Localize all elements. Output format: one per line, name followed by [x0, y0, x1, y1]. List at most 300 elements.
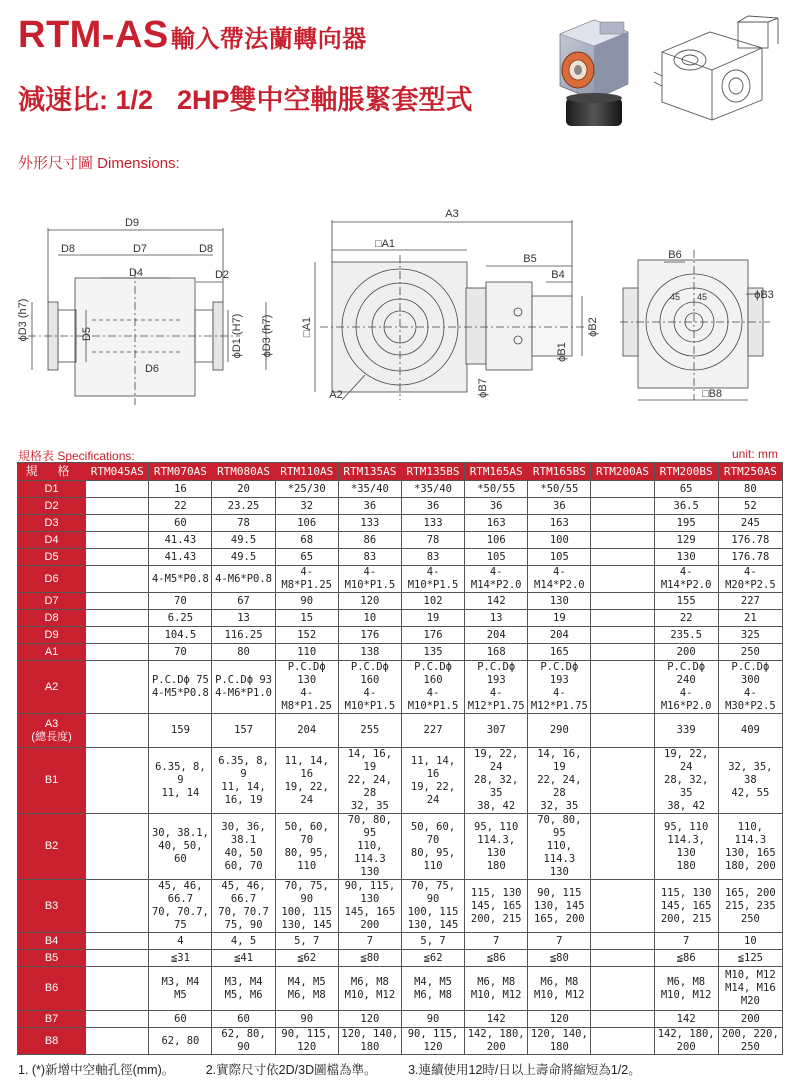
- table-cell: 4-M8*P1.25: [275, 566, 338, 593]
- table-cell: 4-M6*P0.8: [212, 566, 275, 593]
- table-cell: 7: [654, 933, 718, 950]
- note-3: 3.連續使用12時/日以上壽命將縮短為1/2。: [408, 1063, 641, 1077]
- table-cell: 130: [528, 593, 591, 610]
- table-cell: [86, 593, 149, 610]
- table-row: [18, 627, 783, 644]
- table-cell: *50/55: [465, 481, 528, 498]
- table-cell: P.C.Dϕ 193 4-M12*P1.75: [528, 661, 591, 714]
- table-cell: [591, 714, 654, 748]
- table-cell: ≦86: [465, 950, 528, 967]
- table-cell: 13: [212, 610, 275, 627]
- table-cell: 95, 110 114.3, 130 180: [465, 814, 528, 880]
- table-row: [18, 1028, 783, 1055]
- row-label: D7: [18, 593, 86, 610]
- table-cell: [591, 814, 654, 880]
- table-cell: ≦125: [718, 950, 782, 967]
- table-cell: 250: [718, 644, 782, 661]
- table-cell: 6.35, 8, 9 11, 14, 16, 19: [212, 748, 275, 814]
- table-row: [18, 549, 783, 566]
- table-cell: M6, M8 M10, M12: [528, 967, 591, 1011]
- table-cell: 21: [718, 610, 782, 627]
- table-cell: 90: [401, 1011, 464, 1028]
- model-description: 輸入帶法蘭轉向器: [170, 26, 367, 53]
- model-header: RTM165AS: [465, 463, 528, 481]
- table-cell: 138: [338, 644, 401, 661]
- row-label: B6: [18, 967, 86, 1011]
- table-row: [18, 498, 783, 515]
- table-cell: *25/30: [275, 481, 338, 498]
- table-cell: 90, 115, 120: [275, 1028, 338, 1055]
- table-cell: [86, 880, 149, 933]
- label-angle-2: 45: [696, 292, 708, 302]
- label-d4: D4: [128, 267, 144, 279]
- table-cell: 70: [149, 644, 212, 661]
- table-cell: [86, 714, 149, 748]
- header-label: 規 格: [18, 463, 86, 481]
- table-cell: [591, 1011, 654, 1028]
- table-row: [18, 714, 783, 748]
- table-cell: 120, 140, 180: [338, 1028, 401, 1055]
- table-cell: 41.43: [149, 532, 212, 549]
- label-b4: B4: [551, 269, 565, 281]
- table-cell: 19: [528, 610, 591, 627]
- table-cell: M6, M8 M10, M12: [654, 967, 718, 1011]
- product-line-sketch: [650, 14, 790, 132]
- table-cell: P.C.Dϕ 300 4-M30*P2.5: [718, 661, 782, 714]
- table-cell: 255: [338, 714, 401, 748]
- table-cell: ≦80: [338, 950, 401, 967]
- table-cell: 6.25: [149, 610, 212, 627]
- table-row: [18, 748, 783, 814]
- table-cell: 152: [275, 627, 338, 644]
- table-cell: ≦62: [401, 950, 464, 967]
- table-cell: [591, 880, 654, 933]
- table-cell: 19: [401, 610, 464, 627]
- table-cell: 116.25: [212, 627, 275, 644]
- table-cell: 30, 38.1, 40, 50, 60: [149, 814, 212, 880]
- specifications-table: [17, 462, 783, 1055]
- table-cell: 78: [212, 515, 275, 532]
- table-cell: 159: [149, 714, 212, 748]
- table-cell: 49.5: [212, 549, 275, 566]
- table-cell: 168: [465, 644, 528, 661]
- table-cell: [591, 967, 654, 1011]
- row-label: D6: [18, 566, 86, 593]
- row-label: B7: [18, 1011, 86, 1028]
- table-cell: 120: [528, 1011, 591, 1028]
- table-cell: [86, 532, 149, 549]
- table-cell: [591, 1028, 654, 1055]
- row-label: A3 (總長度): [18, 714, 86, 748]
- model-header: RTM200BS: [654, 463, 718, 481]
- table-cell: 20: [212, 481, 275, 498]
- table-cell: 130: [654, 549, 718, 566]
- table-cell: 133: [401, 515, 464, 532]
- table-cell: 16: [149, 481, 212, 498]
- table-cell: 45, 46, 66.7 70, 70.7, 75: [149, 880, 212, 933]
- type-description: 2HP雙中空軸脹緊套型式: [177, 85, 473, 115]
- table-cell: 36.5: [654, 498, 718, 515]
- table-cell: *35/40: [401, 481, 464, 498]
- dimension-drawings: [17, 200, 780, 415]
- table-cell: 142, 180, 200: [654, 1028, 718, 1055]
- table-cell: 15: [275, 610, 338, 627]
- table-cell: 60: [149, 515, 212, 532]
- table-cell: 4, 5: [212, 933, 275, 950]
- label-b6: B6: [668, 249, 682, 261]
- table-cell: 86: [338, 532, 401, 549]
- model-header: RTM045AS: [86, 463, 149, 481]
- label-b1: ϕB1: [556, 342, 568, 362]
- product-title: [18, 14, 367, 57]
- table-cell: [591, 610, 654, 627]
- table-cell: [86, 610, 149, 627]
- table-cell: 4-M14*P2.0: [528, 566, 591, 593]
- table-cell: 70, 75, 90 100, 115 130, 145: [401, 880, 464, 933]
- table-cell: 176.78: [718, 532, 782, 549]
- table-cell: 133: [338, 515, 401, 532]
- row-label: D1: [18, 481, 86, 498]
- table-cell: *50/55: [528, 481, 591, 498]
- table-cell: 19, 22, 24 28, 32, 35 38, 42: [654, 748, 718, 814]
- table-cell: 5, 7: [401, 933, 464, 950]
- table-cell: 7: [528, 933, 591, 950]
- table-cell: 10: [338, 610, 401, 627]
- table-cell: 83: [401, 549, 464, 566]
- table-cell: 14, 16, 19 22, 24, 28 32, 35: [528, 748, 591, 814]
- table-cell: [591, 498, 654, 515]
- table-cell: 14, 16, 19 22, 24, 28 32, 35: [338, 748, 401, 814]
- table-cell: 90, 115, 130 145, 165 200: [338, 880, 401, 933]
- table-cell: 32: [275, 498, 338, 515]
- row-label: B4: [18, 933, 86, 950]
- table-cell: 227: [401, 714, 464, 748]
- table-row: [18, 661, 783, 714]
- table-cell: 5, 7: [275, 933, 338, 950]
- table-cell: [591, 933, 654, 950]
- table-cell: [86, 661, 149, 714]
- table-cell: 36: [465, 498, 528, 515]
- row-label: D9: [18, 627, 86, 644]
- table-cell: 104.5: [149, 627, 212, 644]
- table-cell: [591, 481, 654, 498]
- model-name: RTM-AS: [18, 14, 169, 56]
- table-cell: 4-M10*P1.5: [338, 566, 401, 593]
- table-cell: [591, 532, 654, 549]
- table-cell: 4-M5*P0.8: [149, 566, 212, 593]
- table-cell: [591, 644, 654, 661]
- table-cell: 10: [718, 933, 782, 950]
- table-cell: 22: [654, 610, 718, 627]
- table-cell: 155: [654, 593, 718, 610]
- table-cell: [86, 1028, 149, 1055]
- table-cell: 22: [149, 498, 212, 515]
- row-label: D5: [18, 549, 86, 566]
- table-cell: [86, 1011, 149, 1028]
- table-cell: 13: [465, 610, 528, 627]
- row-label: D2: [18, 498, 86, 515]
- table-cell: 176.78: [718, 549, 782, 566]
- model-header: RTM110AS: [275, 463, 338, 481]
- table-cell: 80: [212, 644, 275, 661]
- table-cell: 102: [401, 593, 464, 610]
- table-cell: [591, 627, 654, 644]
- product-subtitle: [18, 78, 473, 117]
- table-cell: 339: [654, 714, 718, 748]
- table-cell: 67: [212, 593, 275, 610]
- model-header: RTM165BS: [528, 463, 591, 481]
- model-header: RTM200AS: [591, 463, 654, 481]
- table-cell: 80: [718, 481, 782, 498]
- table-cell: [591, 515, 654, 532]
- table-cell: [86, 814, 149, 880]
- label-d8-right: D8: [198, 243, 214, 255]
- specifications-heading: 規格表 Specifications:: [18, 449, 135, 463]
- row-label: B3: [18, 880, 86, 933]
- table-cell: 70, 80, 95 110, 114.3 130: [528, 814, 591, 880]
- table-cell: 19, 22, 24 28, 32, 35 38, 42: [465, 748, 528, 814]
- table-cell: 100: [528, 532, 591, 549]
- model-header: RTM250AS: [718, 463, 782, 481]
- table-cell: 105: [528, 549, 591, 566]
- table-row: [18, 610, 783, 627]
- table-cell: 4-M14*P2.0: [465, 566, 528, 593]
- label-b5: B5: [523, 253, 537, 265]
- label-b2: ϕB2: [587, 317, 599, 337]
- label-angle-1: 45: [669, 292, 681, 302]
- label-d6: D6: [144, 363, 160, 375]
- table-cell: 325: [718, 627, 782, 644]
- label-d5: D5: [81, 326, 93, 342]
- table-cell: M3, M4 M5, M6: [212, 967, 275, 1011]
- table-cell: 200: [654, 644, 718, 661]
- table-cell: 106: [275, 515, 338, 532]
- label-d3-right: ϕD3 (h7): [261, 314, 273, 358]
- table-cell: 49.5: [212, 532, 275, 549]
- table-row: [18, 566, 783, 593]
- table-cell: 68: [275, 532, 338, 549]
- table-cell: 165, 200 215, 235 250: [718, 880, 782, 933]
- table-cell: [591, 593, 654, 610]
- table-cell: 245: [718, 515, 782, 532]
- table-cell: 36: [401, 498, 464, 515]
- table-cell: 4-M14*P2.0: [654, 566, 718, 593]
- table-cell: 204: [465, 627, 528, 644]
- table-cell: 78: [401, 532, 464, 549]
- row-label: B5: [18, 950, 86, 967]
- table-cell: 176: [401, 627, 464, 644]
- row-label: D8: [18, 610, 86, 627]
- table-cell: 409: [718, 714, 782, 748]
- table-cell: 204: [528, 627, 591, 644]
- table-cell: 204: [275, 714, 338, 748]
- table-cell: 70: [149, 593, 212, 610]
- model-header: RTM135AS: [338, 463, 401, 481]
- table-row: [18, 515, 783, 532]
- row-label: B8: [18, 1028, 86, 1055]
- table-cell: ≦41: [212, 950, 275, 967]
- table-cell: 115, 130 145, 165 200, 215: [465, 880, 528, 933]
- table-cell: 106: [465, 532, 528, 549]
- table-row: [18, 967, 783, 1011]
- dimensions-heading: 外形尺寸圖 Dimensions:: [18, 155, 180, 172]
- table-cell: 115, 130 145, 165 200, 215: [654, 880, 718, 933]
- label-d9: D9: [124, 217, 140, 229]
- table-cell: M10, M12 M14, M16 M20: [718, 967, 782, 1011]
- table-cell: 120: [338, 1011, 401, 1028]
- table-cell: 4-M10*P1.5: [401, 566, 464, 593]
- note-2: 2.實際尺寸依2D/3D圖檔為準。: [205, 1063, 377, 1077]
- table-cell: [591, 748, 654, 814]
- table-cell: M4, M5 M6, M8: [401, 967, 464, 1011]
- table-row: [18, 593, 783, 610]
- product-photo: [548, 12, 638, 134]
- model-header: RTM135BS: [401, 463, 464, 481]
- table-row: [18, 814, 783, 880]
- table-cell: 7: [338, 933, 401, 950]
- table-cell: 142: [654, 1011, 718, 1028]
- table-row: [18, 481, 783, 498]
- table-cell: 6.35, 8, 9 11, 14: [149, 748, 212, 814]
- table-cell: 36: [338, 498, 401, 515]
- label-d2: D2: [214, 269, 230, 281]
- right-side-view: [620, 250, 770, 400]
- table-cell: 23.25: [212, 498, 275, 515]
- label-d7: D7: [132, 243, 148, 255]
- footnotes: [18, 1060, 669, 1078]
- table-row: [18, 933, 783, 950]
- table-cell: 70, 75, 90 100, 115 130, 145: [275, 880, 338, 933]
- table-cell: 50, 60, 70 80, 95, 110: [401, 814, 464, 880]
- model-header: RTM080AS: [212, 463, 275, 481]
- table-row: [18, 880, 783, 933]
- table-cell: 11, 14, 16 19, 22, 24: [275, 748, 338, 814]
- table-cell: 105: [465, 549, 528, 566]
- table-cell: [86, 967, 149, 1011]
- table-cell: 176: [338, 627, 401, 644]
- table-row: [18, 1011, 783, 1028]
- table-cell: 65: [275, 549, 338, 566]
- table-cell: 90, 115 130, 145 165, 200: [528, 880, 591, 933]
- table-cell: 120, 140, 180: [528, 1028, 591, 1055]
- table-cell: [86, 498, 149, 515]
- table-header-row: [18, 463, 783, 481]
- table-cell: [86, 627, 149, 644]
- row-label: D3: [18, 515, 86, 532]
- unit-label: unit: mm: [731, 447, 778, 461]
- table-cell: *35/40: [338, 481, 401, 498]
- table-cell: [591, 661, 654, 714]
- table-cell: ≦62: [275, 950, 338, 967]
- table-cell: 142: [465, 593, 528, 610]
- row-label: D4: [18, 532, 86, 549]
- table-cell: ≦80: [528, 950, 591, 967]
- table-cell: P.C.Dϕ 93 4-M6*P1.0: [212, 661, 275, 714]
- label-b7: ϕB7: [477, 378, 489, 398]
- table-cell: M4, M5 M6, M8: [275, 967, 338, 1011]
- label-d3-left: ϕD3 (h7): [17, 298, 29, 342]
- table-cell: P.C.Dϕ 160 4-M10*P1.5: [338, 661, 401, 714]
- table-cell: 83: [338, 549, 401, 566]
- table-cell: [591, 950, 654, 967]
- table-cell: 307: [465, 714, 528, 748]
- table-cell: ≦86: [654, 950, 718, 967]
- model-header: RTM070AS: [149, 463, 212, 481]
- table-cell: 90, 115, 120: [401, 1028, 464, 1055]
- row-label: B2: [18, 814, 86, 880]
- label-a3: A3: [445, 208, 459, 220]
- table-cell: 65: [654, 481, 718, 498]
- label-a1-side: □A1: [301, 316, 313, 338]
- table-cell: [86, 644, 149, 661]
- table-cell: 120: [338, 593, 401, 610]
- table-cell: 235.5: [654, 627, 718, 644]
- table-cell: P.C.Dϕ 130 4-M8*P1.25: [275, 661, 338, 714]
- table-cell: [591, 566, 654, 593]
- table-cell: [86, 549, 149, 566]
- table-cell: P.C.Dϕ 75 4-M5*P0.8: [149, 661, 212, 714]
- table-cell: M6, M8 M10, M12: [338, 967, 401, 1011]
- table-cell: [591, 549, 654, 566]
- table-row: [18, 644, 783, 661]
- table-cell: 70, 80, 95 110, 114.3 130: [338, 814, 401, 880]
- note-1: 1. (*)新增中空軸孔徑(mm)。: [18, 1063, 175, 1077]
- table-cell: 4-M20*P2.5: [718, 566, 782, 593]
- table-cell: P.C.Dϕ 160 4-M10*P1.5: [401, 661, 464, 714]
- table-cell: 110: [275, 644, 338, 661]
- row-label: A2: [18, 661, 86, 714]
- label-a1-top: □A1: [374, 238, 396, 250]
- table-cell: 227: [718, 593, 782, 610]
- table-cell: [86, 515, 149, 532]
- table-cell: 90: [275, 593, 338, 610]
- table-cell: 165: [528, 644, 591, 661]
- table-cell: 90: [275, 1011, 338, 1028]
- label-a2: A2: [329, 389, 343, 401]
- table-cell: 36: [528, 498, 591, 515]
- table-cell: 50, 60, 70 80, 95, 110: [275, 814, 338, 880]
- table-cell: 142: [465, 1011, 528, 1028]
- table-cell: [86, 950, 149, 967]
- table-cell: [86, 933, 149, 950]
- table-cell: 157: [212, 714, 275, 748]
- table-cell: 163: [465, 515, 528, 532]
- table-cell: 290: [528, 714, 591, 748]
- table-cell: M3, M4 M5: [149, 967, 212, 1011]
- table-cell: 52: [718, 498, 782, 515]
- front-view: [315, 220, 585, 400]
- table-cell: 129: [654, 532, 718, 549]
- table-cell: 95, 110 114.3, 130 180: [654, 814, 718, 880]
- table-row: [18, 532, 783, 549]
- table-cell: 7: [465, 933, 528, 950]
- table-cell: ≦31: [149, 950, 212, 967]
- label-b8: □B8: [701, 388, 723, 400]
- table-row: [18, 950, 783, 967]
- table-cell: 135: [401, 644, 464, 661]
- table-cell: 142, 180, 200: [465, 1028, 528, 1055]
- table-cell: 32, 35, 38 42, 55: [718, 748, 782, 814]
- table-cell: P.C.Dϕ 240 4-M16*P2.0: [654, 661, 718, 714]
- ratio-text: 減速比: 1/2: [18, 85, 154, 115]
- table-cell: 163: [528, 515, 591, 532]
- table-cell: 60: [149, 1011, 212, 1028]
- table-cell: 62, 80, 90: [212, 1028, 275, 1055]
- table-cell: 62, 80: [149, 1028, 212, 1055]
- table-cell: 200, 220, 250: [718, 1028, 782, 1055]
- table-cell: 4: [149, 933, 212, 950]
- table-cell: [86, 748, 149, 814]
